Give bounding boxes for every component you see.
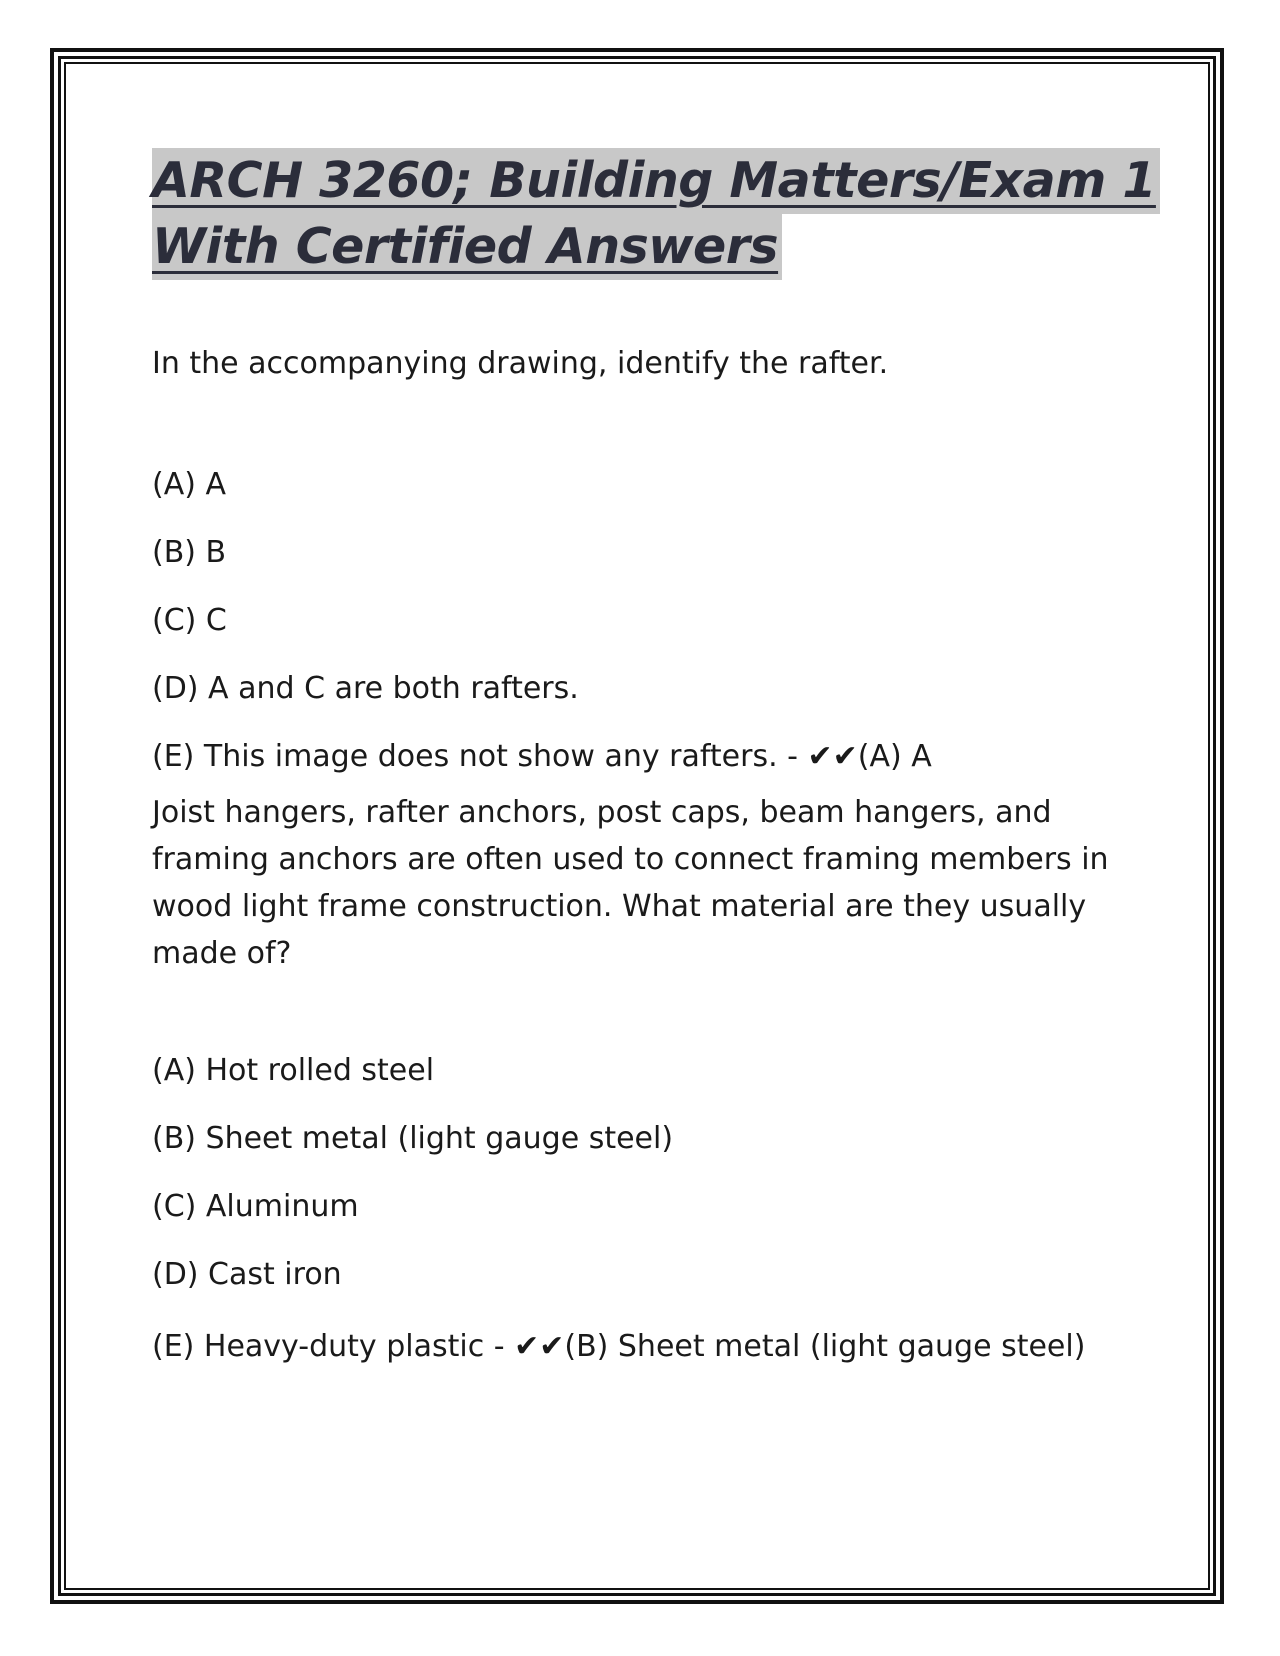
document-body [152,148,1156,1371]
question-2-text: Joist hangers, rafter anchors, post caps, beam hangers, and framing anchors are often used to connect framing members in wood light frame construction. What material are they usually made of? [152,795,1109,971]
question-1-option-b: (B) B [152,535,227,570]
question-1-text: In the accompanying drawing, identify the rafter. [152,346,889,381]
question-2-option-b: (B) Sheet metal (light gauge steel) [152,1121,674,1156]
question-1-option-e-answer: (E) This image does not show any rafters. - ✔✔(A) A [152,739,932,774]
question-1-option-c: (C) C [152,603,227,638]
document-title [152,148,1156,280]
title-line-1: ARCH 3260; Building Matters/Exam 1 [152,148,1160,214]
question-2-option-e-answer: (E) Heavy-duty plastic - ✔✔(B) Sheet metal (light gauge steel) [152,1329,1086,1364]
question-1-options [152,465,1142,777]
question-2-option-d: (D) Cast iron [152,1257,342,1292]
question-2-option-c: (C) Aluminum [152,1189,359,1224]
question-2-options [152,1051,1142,1371]
question-2-option-a: (A) Hot rolled steel [152,1053,435,1088]
question-1-option-a: (A) A [152,467,226,502]
question-1-option-d: (D) A and C are both rafters. [152,671,579,706]
title-line-2: With Certified Answers [152,214,782,280]
